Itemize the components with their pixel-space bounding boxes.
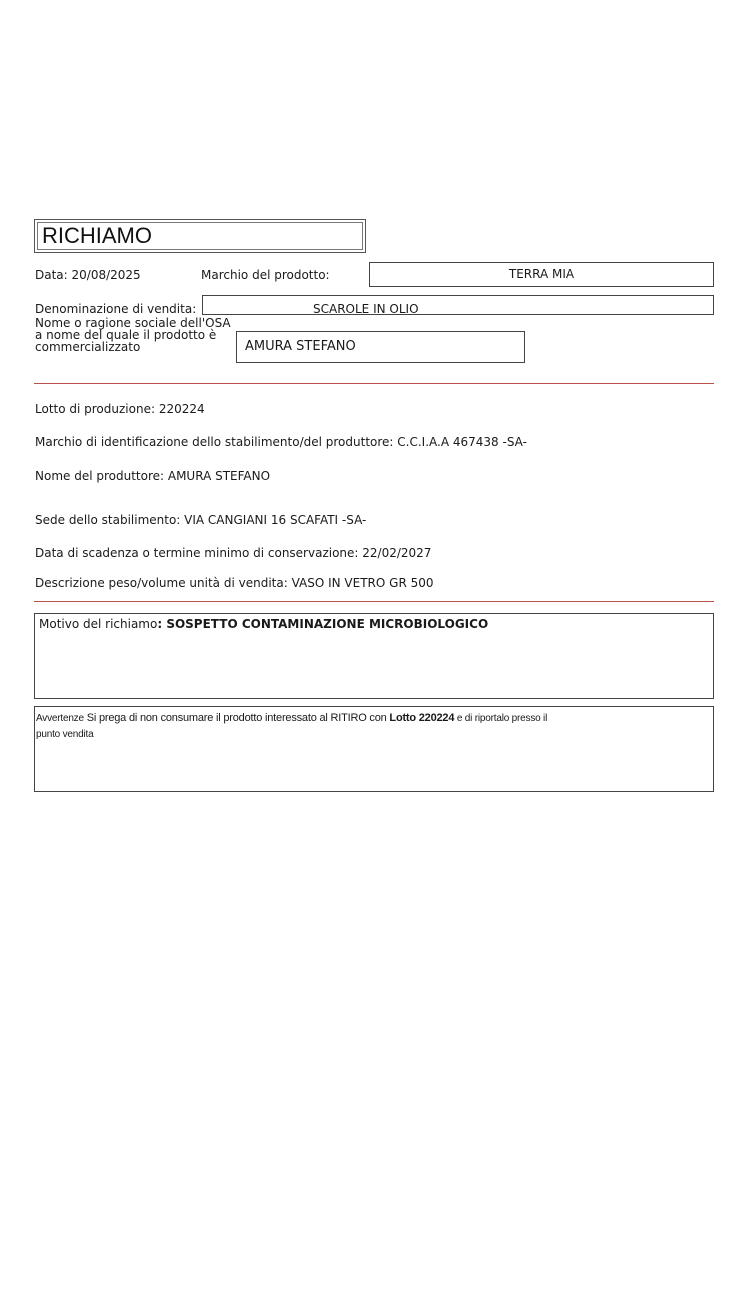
osa-label-line3: commercializzato xyxy=(35,340,141,354)
reason-text xyxy=(39,617,488,631)
osa-value: AMURA STEFANO xyxy=(245,339,356,354)
brand-value: TERRA MIA xyxy=(508,267,575,281)
producer-line: Nome del produttore: AMURA STEFANO xyxy=(35,469,271,483)
page-title: RICHIAMO xyxy=(37,222,363,250)
expiry-line: Data di scadenza o termine minimo di conservazione: 22/02/2027 xyxy=(35,546,432,560)
plant-line: Sede dello stabilimento: VIA CANGIANI 16 SCAFATI -SA- xyxy=(35,513,367,527)
date-label: Data: 20/08/2025 xyxy=(35,268,141,282)
warning-label: Avvertenze xyxy=(36,713,84,724)
brand-label: Marchio del prodotto: xyxy=(201,268,330,282)
osa-label-line1: Nome o ragione sociale dell'OSA xyxy=(35,316,231,330)
denomination-value: SCAROLE IN OLIO xyxy=(313,302,419,316)
title-box xyxy=(34,219,366,253)
osa-label xyxy=(35,317,231,353)
lot-line: Lotto di produzione: 220224 xyxy=(35,402,205,416)
warning-line1 xyxy=(36,710,712,727)
separator-bottom xyxy=(34,601,714,602)
weight-line: Descrizione peso/volume unità di vendita: VASO IN VETRO GR 500 xyxy=(35,576,434,590)
denomination-label: Denominazione di vendita: xyxy=(35,302,197,316)
warning-lot: Lotto 220224 xyxy=(389,712,455,724)
warning-text2: e di riportalo presso il xyxy=(454,713,548,724)
warning-line2: punto vendita xyxy=(36,729,94,740)
id-mark-line: Marchio di identificazione dello stabilimento/del produttore: C.C.I.A.A 467438 -SA- xyxy=(35,435,527,449)
warning-box xyxy=(34,706,714,792)
osa-field xyxy=(236,331,525,363)
reason-box xyxy=(34,613,714,699)
warning-text xyxy=(36,710,712,743)
separator-top xyxy=(34,383,714,384)
reason-label: Motivo del richiamo xyxy=(39,617,158,631)
denomination-field xyxy=(202,295,714,315)
osa-label-line2: a nome del quale il prodotto è xyxy=(35,328,217,342)
brand-field xyxy=(369,262,714,287)
reason-value: : SOSPETTO CONTAMINAZIONE MICROBIOLOGICO xyxy=(157,617,489,631)
warning-text1: Si prega di non consumare il prodotto interessato al RITIRO con xyxy=(83,712,390,724)
